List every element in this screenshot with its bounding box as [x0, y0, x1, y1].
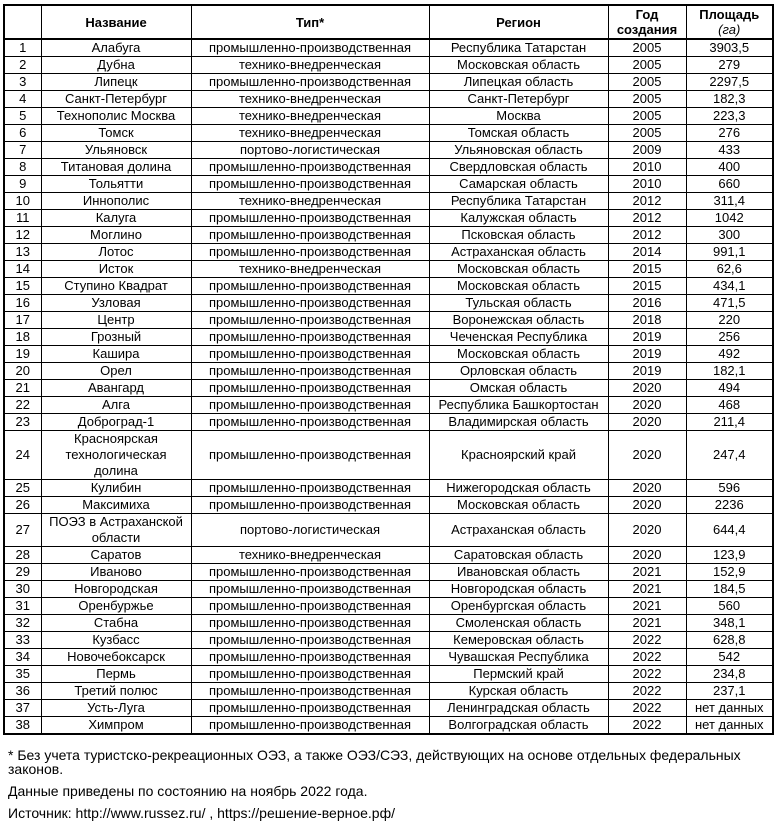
cell-region: Владимирская область	[429, 414, 608, 431]
cell-area: 542	[686, 649, 773, 666]
cell-area: 991,1	[686, 244, 773, 261]
cell-number: 9	[4, 176, 41, 193]
table-row	[4, 497, 773, 514]
table-row	[4, 480, 773, 497]
cell-year: 2020	[608, 514, 686, 547]
cell-type: промышленно-производственная	[191, 312, 429, 329]
cell-type: портово-логистическая	[191, 142, 429, 159]
cell-region: Курская область	[429, 683, 608, 700]
cell-region: Ивановская область	[429, 564, 608, 581]
cell-region: Красноярский край	[429, 431, 608, 480]
cell-region: Ульяновская область	[429, 142, 608, 159]
table-row	[4, 598, 773, 615]
cell-area: 494	[686, 380, 773, 397]
cell-year: 2021	[608, 598, 686, 615]
cell-number: 29	[4, 564, 41, 581]
cell-area: 123,9	[686, 547, 773, 564]
table-header	[4, 5, 773, 39]
cell-year: 2005	[608, 91, 686, 108]
cell-name: Дубна	[41, 57, 191, 74]
cell-type: промышленно-производственная	[191, 581, 429, 598]
cell-region: Томская область	[429, 125, 608, 142]
cell-number: 26	[4, 497, 41, 514]
cell-name: Алабуга	[41, 39, 191, 57]
cell-number: 23	[4, 414, 41, 431]
cell-type: промышленно-производственная	[191, 363, 429, 380]
cell-region: Чеченская Республика	[429, 329, 608, 346]
table-row	[4, 57, 773, 74]
footnote-source: Источник: http://www.russez.ru/ , https://решение-верное.рф/	[8, 805, 395, 821]
cell-region: Московская область	[429, 278, 608, 295]
cell-type: промышленно-производственная	[191, 700, 429, 717]
cell-name: Орел	[41, 363, 191, 380]
col-header-area-unit: (га)	[718, 22, 741, 37]
cell-type: промышленно-производственная	[191, 210, 429, 227]
cell-number: 28	[4, 547, 41, 564]
cell-year: 2010	[608, 159, 686, 176]
table-row	[4, 666, 773, 683]
cell-region: Московская область	[429, 57, 608, 74]
cell-region: Тульская область	[429, 295, 608, 312]
cell-year: 2019	[608, 329, 686, 346]
table-row	[4, 176, 773, 193]
cell-name: Алга	[41, 397, 191, 414]
cell-region: Пермский край	[429, 666, 608, 683]
cell-year: 2009	[608, 142, 686, 159]
cell-year: 2005	[608, 108, 686, 125]
table-row	[4, 74, 773, 91]
cell-year: 2020	[608, 497, 686, 514]
table-row	[4, 581, 773, 598]
table-row	[4, 431, 773, 480]
cell-area: 311,4	[686, 193, 773, 210]
table-row	[4, 244, 773, 261]
cell-year: 2015	[608, 278, 686, 295]
table-body	[4, 39, 773, 734]
cell-area: 471,5	[686, 295, 773, 312]
footnote-exclusions: * Без учета туристско-рекреационных ОЭЗ, а также ОЭЗ/СЭЗ, действующих на основе отдельных федеральных законов.	[8, 747, 741, 777]
cell-region: Республика Татарстан	[429, 39, 608, 57]
cell-year: 2022	[608, 666, 686, 683]
cell-type: промышленно-производственная	[191, 329, 429, 346]
col-header-name: Название	[41, 5, 191, 39]
table-row	[4, 397, 773, 414]
cell-area: 3903,5	[686, 39, 773, 57]
cell-area: нет данных	[686, 717, 773, 735]
cell-name: ПОЭЗ в Астраханской области	[41, 514, 191, 547]
cell-region: Волгоградская область	[429, 717, 608, 735]
cell-year: 2022	[608, 700, 686, 717]
cell-area: 220	[686, 312, 773, 329]
cell-year: 2021	[608, 564, 686, 581]
cell-type: технико-внедренческая	[191, 108, 429, 125]
cell-area: 1042	[686, 210, 773, 227]
cell-type: промышленно-производственная	[191, 666, 429, 683]
cell-name: Доброград-1	[41, 414, 191, 431]
cell-area: 237,1	[686, 683, 773, 700]
cell-region: Московская область	[429, 497, 608, 514]
cell-name: Санкт-Петербург	[41, 91, 191, 108]
cell-area: 348,1	[686, 615, 773, 632]
cell-name: Максимиха	[41, 497, 191, 514]
cell-number: 22	[4, 397, 41, 414]
cell-type: промышленно-производственная	[191, 159, 429, 176]
cell-type: промышленно-производственная	[191, 564, 429, 581]
table-row	[4, 159, 773, 176]
cell-number: 5	[4, 108, 41, 125]
cell-region: Липецкая область	[429, 74, 608, 91]
cell-type: промышленно-производственная	[191, 295, 429, 312]
cell-year: 2010	[608, 176, 686, 193]
cell-type: промышленно-производственная	[191, 397, 429, 414]
cell-area: 223,3	[686, 108, 773, 125]
cell-region: Чувашская Республика	[429, 649, 608, 666]
cell-region: Саратовская область	[429, 547, 608, 564]
cell-year: 2005	[608, 39, 686, 57]
header-row	[4, 5, 773, 39]
cell-name: Иваново	[41, 564, 191, 581]
table-row	[4, 227, 773, 244]
cell-year: 2018	[608, 312, 686, 329]
cell-name: Центр	[41, 312, 191, 329]
cell-number: 7	[4, 142, 41, 159]
cell-type: промышленно-производственная	[191, 683, 429, 700]
cell-number: 37	[4, 700, 41, 717]
cell-area: 400	[686, 159, 773, 176]
cell-year: 2021	[608, 615, 686, 632]
cell-name: Оренбуржье	[41, 598, 191, 615]
table-row	[4, 564, 773, 581]
cell-number: 19	[4, 346, 41, 363]
cell-number: 34	[4, 649, 41, 666]
cell-number: 11	[4, 210, 41, 227]
cell-number: 12	[4, 227, 41, 244]
cell-type: промышленно-производственная	[191, 480, 429, 497]
cell-number: 1	[4, 39, 41, 57]
cell-number: 38	[4, 717, 41, 735]
table-row	[4, 547, 773, 564]
cell-number: 33	[4, 632, 41, 649]
cell-number: 30	[4, 581, 41, 598]
cell-region: Ленинградская область	[429, 700, 608, 717]
table-row	[4, 683, 773, 700]
footnote-data-date: Данные приведены по состоянию на ноябрь 2022 года.	[8, 783, 368, 799]
cell-area: 184,5	[686, 581, 773, 598]
cell-area: 234,8	[686, 666, 773, 683]
cell-name: Титановая долина	[41, 159, 191, 176]
cell-type: промышленно-производственная	[191, 39, 429, 57]
table-row	[4, 210, 773, 227]
cell-name: Ступино Квадрат	[41, 278, 191, 295]
cell-region: Московская область	[429, 346, 608, 363]
col-header-type: Тип*	[191, 5, 429, 39]
cell-type: технико-внедренческая	[191, 547, 429, 564]
table-row	[4, 91, 773, 108]
cell-year: 2014	[608, 244, 686, 261]
cell-year: 2020	[608, 397, 686, 414]
cell-number: 35	[4, 666, 41, 683]
table-row	[4, 380, 773, 397]
cell-type: промышленно-производственная	[191, 632, 429, 649]
cell-year: 2020	[608, 480, 686, 497]
cell-area: 276	[686, 125, 773, 142]
table-row	[4, 514, 773, 547]
table-row	[4, 649, 773, 666]
cell-name: Иннополис	[41, 193, 191, 210]
cell-area: 596	[686, 480, 773, 497]
cell-number: 2	[4, 57, 41, 74]
cell-name: Пермь	[41, 666, 191, 683]
cell-name: Новочебоксарск	[41, 649, 191, 666]
cell-year: 2012	[608, 210, 686, 227]
cell-region: Москва	[429, 108, 608, 125]
cell-region: Оренбургская область	[429, 598, 608, 615]
cell-region: Санкт-Петербург	[429, 91, 608, 108]
cell-number: 14	[4, 261, 41, 278]
cell-number: 8	[4, 159, 41, 176]
cell-area: 279	[686, 57, 773, 74]
cell-name: Стабна	[41, 615, 191, 632]
col-header-area-label: Площадь	[699, 7, 760, 22]
cell-year: 2022	[608, 683, 686, 700]
cell-area: 628,8	[686, 632, 773, 649]
cell-area: 211,4	[686, 414, 773, 431]
cell-name: Третий полюс	[41, 683, 191, 700]
cell-name: Калуга	[41, 210, 191, 227]
table-row	[4, 632, 773, 649]
cell-name: Моглино	[41, 227, 191, 244]
cell-name: Авангард	[41, 380, 191, 397]
cell-region: Калужская область	[429, 210, 608, 227]
cell-type: промышленно-производственная	[191, 431, 429, 480]
table-row	[4, 193, 773, 210]
cell-year: 2015	[608, 261, 686, 278]
cell-type: технико-внедренческая	[191, 57, 429, 74]
cell-year: 2019	[608, 363, 686, 380]
cell-region: Орловская область	[429, 363, 608, 380]
cell-name: Красноярская технологическая долина	[41, 431, 191, 480]
cell-type: промышленно-производственная	[191, 598, 429, 615]
cell-area: 434,1	[686, 278, 773, 295]
cell-number: 3	[4, 74, 41, 91]
table-row	[4, 278, 773, 295]
cell-number: 20	[4, 363, 41, 380]
cell-type: промышленно-производственная	[191, 227, 429, 244]
cell-name: Кашира	[41, 346, 191, 363]
cell-region: Республика Татарстан	[429, 193, 608, 210]
cell-name: Технополис Москва	[41, 108, 191, 125]
cell-type: промышленно-производственная	[191, 74, 429, 91]
cell-year: 2020	[608, 431, 686, 480]
cell-area: 2297,5	[686, 74, 773, 91]
cell-type: технико-внедренческая	[191, 261, 429, 278]
cell-name: Кузбасс	[41, 632, 191, 649]
cell-year: 2012	[608, 227, 686, 244]
cell-region: Псковская область	[429, 227, 608, 244]
cell-area: 2236	[686, 497, 773, 514]
cell-name: Томск	[41, 125, 191, 142]
cell-number: 17	[4, 312, 41, 329]
cell-type: промышленно-производственная	[191, 497, 429, 514]
table-row	[4, 717, 773, 735]
table-row	[4, 346, 773, 363]
cell-name: Кулибин	[41, 480, 191, 497]
cell-region: Омская область	[429, 380, 608, 397]
cell-area: 644,4	[686, 514, 773, 547]
cell-year: 2012	[608, 193, 686, 210]
cell-type: промышленно-производственная	[191, 346, 429, 363]
cell-area: 182,1	[686, 363, 773, 380]
cell-region: Воронежская область	[429, 312, 608, 329]
cell-number: 18	[4, 329, 41, 346]
cell-number: 24	[4, 431, 41, 480]
cell-area: нет данных	[686, 700, 773, 717]
cell-year: 2020	[608, 547, 686, 564]
cell-region: Астраханская область	[429, 514, 608, 547]
cell-number: 21	[4, 380, 41, 397]
cell-area: 560	[686, 598, 773, 615]
table-row	[4, 261, 773, 278]
cell-year: 2005	[608, 125, 686, 142]
cell-type: технико-внедренческая	[191, 193, 429, 210]
cell-year: 2020	[608, 380, 686, 397]
cell-area: 62,6	[686, 261, 773, 278]
cell-number: 6	[4, 125, 41, 142]
cell-name: Тольятти	[41, 176, 191, 193]
cell-type: промышленно-производственная	[191, 278, 429, 295]
cell-area: 256	[686, 329, 773, 346]
cell-year: 2005	[608, 57, 686, 74]
cell-area: 152,9	[686, 564, 773, 581]
cell-name: Липецк	[41, 74, 191, 91]
cell-type: промышленно-производственная	[191, 615, 429, 632]
cell-name: Саратов	[41, 547, 191, 564]
cell-name: Ульяновск	[41, 142, 191, 159]
table-row	[4, 414, 773, 431]
cell-name: Исток	[41, 261, 191, 278]
cell-number: 32	[4, 615, 41, 632]
cell-year: 2005	[608, 74, 686, 91]
cell-number: 36	[4, 683, 41, 700]
cell-area: 433	[686, 142, 773, 159]
cell-number: 25	[4, 480, 41, 497]
cell-region: Республика Башкортостан	[429, 397, 608, 414]
cell-number: 15	[4, 278, 41, 295]
cell-region: Новгородская область	[429, 581, 608, 598]
cell-name: Узловая	[41, 295, 191, 312]
table-row	[4, 700, 773, 717]
cell-type: промышленно-производственная	[191, 380, 429, 397]
cell-number: 27	[4, 514, 41, 547]
table-row	[4, 363, 773, 380]
col-header-area	[686, 5, 773, 39]
cell-area: 660	[686, 176, 773, 193]
col-header-number	[4, 5, 41, 39]
sez-table	[3, 4, 774, 735]
cell-type: технико-внедренческая	[191, 125, 429, 142]
cell-name: Лотос	[41, 244, 191, 261]
cell-year: 2016	[608, 295, 686, 312]
table-row	[4, 312, 773, 329]
cell-name: Грозный	[41, 329, 191, 346]
col-header-year: Год создания	[608, 5, 686, 39]
cell-region: Самарская область	[429, 176, 608, 193]
cell-number: 13	[4, 244, 41, 261]
cell-type: промышленно-производственная	[191, 649, 429, 666]
cell-type: промышленно-производственная	[191, 717, 429, 735]
cell-region: Кемеровская область	[429, 632, 608, 649]
table-row	[4, 108, 773, 125]
table-row	[4, 615, 773, 632]
cell-year: 2022	[608, 632, 686, 649]
cell-type: портово-логистическая	[191, 514, 429, 547]
table-row	[4, 39, 773, 57]
footnotes	[8, 748, 772, 820]
cell-year: 2019	[608, 346, 686, 363]
table-row	[4, 142, 773, 159]
cell-region: Астраханская область	[429, 244, 608, 261]
table-row	[4, 295, 773, 312]
col-header-region: Регион	[429, 5, 608, 39]
cell-area: 468	[686, 397, 773, 414]
cell-number: 16	[4, 295, 41, 312]
cell-region: Свердловская область	[429, 159, 608, 176]
cell-year: 2022	[608, 649, 686, 666]
cell-area: 182,3	[686, 91, 773, 108]
cell-type: промышленно-производственная	[191, 244, 429, 261]
cell-type: промышленно-производственная	[191, 176, 429, 193]
cell-year: 2021	[608, 581, 686, 598]
cell-region: Нижегородская область	[429, 480, 608, 497]
cell-name: Новгородская	[41, 581, 191, 598]
cell-number: 10	[4, 193, 41, 210]
cell-name: Усть-Луга	[41, 700, 191, 717]
cell-area: 247,4	[686, 431, 773, 480]
cell-number: 4	[4, 91, 41, 108]
cell-type: промышленно-производственная	[191, 414, 429, 431]
cell-area: 300	[686, 227, 773, 244]
table-row	[4, 125, 773, 142]
cell-year: 2020	[608, 414, 686, 431]
cell-type: технико-внедренческая	[191, 91, 429, 108]
cell-region: Смоленская область	[429, 615, 608, 632]
cell-year: 2022	[608, 717, 686, 735]
cell-name: Химпром	[41, 717, 191, 735]
cell-region: Московская область	[429, 261, 608, 278]
cell-area: 492	[686, 346, 773, 363]
table-row	[4, 329, 773, 346]
cell-number: 31	[4, 598, 41, 615]
